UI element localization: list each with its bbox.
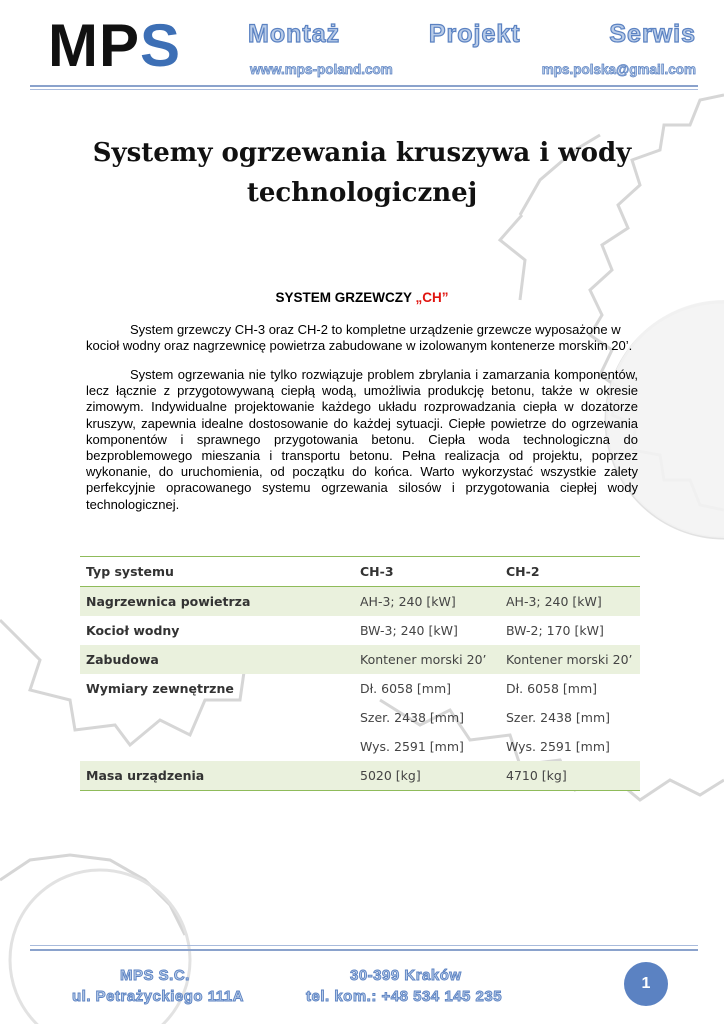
table-cell: AH-3; 240 [kW] [500,587,640,617]
table-cell: Zabudowa [80,645,354,674]
table-cell: 5020 [kg] [354,761,500,791]
table-cell: Nagrzewnica powietrza [80,587,354,617]
table-cell: Szer. 2438 [mm] [506,710,611,725]
footer-address: ul. Petrażyckiego 111A [72,988,244,1005]
slogan-serwis: Serwis [609,20,696,48]
header-contacts [250,62,696,77]
table-cell: Kocioł wodny [86,623,180,638]
specification-table [80,556,640,791]
slogan-montaz: Montaż [248,20,341,48]
footer-phone[interactable]: tel. kom.: +48 534 145 235 [306,988,503,1005]
table-cell: AH-3; 240 [kW] [354,587,500,617]
table-row [80,616,640,645]
table-cell: Wymiary zewnętrzne [86,681,234,696]
table-cell [80,703,354,732]
table-row [80,674,640,703]
email-link[interactable]: mps.polska@gmail.com [541,62,696,77]
table-cell: BW-2; 170 [kW] [506,623,604,638]
footer-divider [30,949,698,951]
page-number-badge: 1 [624,962,668,1006]
table-header-cell: Typ systemu [80,557,354,587]
table-header-row [80,557,640,587]
table-cell [80,732,354,761]
table-cell: BW-3; 240 [kW] [360,623,458,638]
table-row [80,703,640,732]
header-divider [30,85,698,87]
document-title: Systemy ogrzewania kruszywa i wody technologicznej [92,138,632,208]
table-header-cell: CH-2 [500,557,640,587]
table-cell: Wys. 2591 [mm] [360,739,464,754]
table-cell: Dł. 6058 [mm] [360,681,452,696]
table-row [80,761,640,791]
table-header-cell: CH-3 [354,557,500,587]
header-divider-thin [30,89,698,90]
table-cell: 4710 [kg] [500,761,640,791]
table-row [80,732,640,761]
footer-divider-thin [30,945,698,946]
footer-company: MPS S.C. [120,967,190,984]
table-row [80,587,640,617]
website-link[interactable]: www.mps-poland.com [250,62,393,77]
table-row [80,645,640,674]
section-heading-highlight: „CH” [415,290,449,305]
table-cell: Kontener morski 20’ [354,645,500,674]
table-cell: Kontener morski 20’ [500,645,640,674]
slogan-projekt: Projekt [428,20,521,48]
footer-city: 30-399 Kraków [350,967,462,984]
header-slogan [248,20,696,49]
table-cell: Dł. 6058 [mm] [506,681,598,696]
table-cell: Masa urządzenia [80,761,354,791]
paragraph-description: System ogrzewania nie tylko rozwiązuje problem zbrylania i zamarzania komponentów, lecz łącznie z przygotowywaną ciepłą wodą, umożliwia produkcję betonu, także w okresie zimowym. Indywidualne projektowanie każdego układu rozprowadzania ciepła w dozatorze kruszyw, zapewnia idealne dostosowanie do każdej sytuacji. Ciepłe powietrze do ogrzewania komponentów i sprawnego przygotowania betonu. Ciepła woda technologiczna do bezproblemowego mieszania i transportu betonu. Pełna realizacja od projektu, poprzez wykonanie, do uruchomienia, od początku do końca. Warto wykorzystać wszystkie zalety perfekcyjnie opracowanego systemu ogrzewania silosów i przygotowania ciepłej wody technologicznej. [86,367,638,512]
section-heading: SYSTEM GRZEWCZY „CH” [275,290,449,305]
table-cell: Wys. 2591 [mm] [506,739,610,754]
paragraph-intro: System grzewczy CH-3 oraz CH-2 to kompletne urządzenie grzewcze wyposażone w kocioł wodny oraz nagrzewnicę powietrza zabudowane w izolowanym kontenerze morskim 20’. [86,322,633,354]
table-cell: Szer. 2438 [mm] [360,710,465,725]
company-logo: MPS [48,12,182,79]
